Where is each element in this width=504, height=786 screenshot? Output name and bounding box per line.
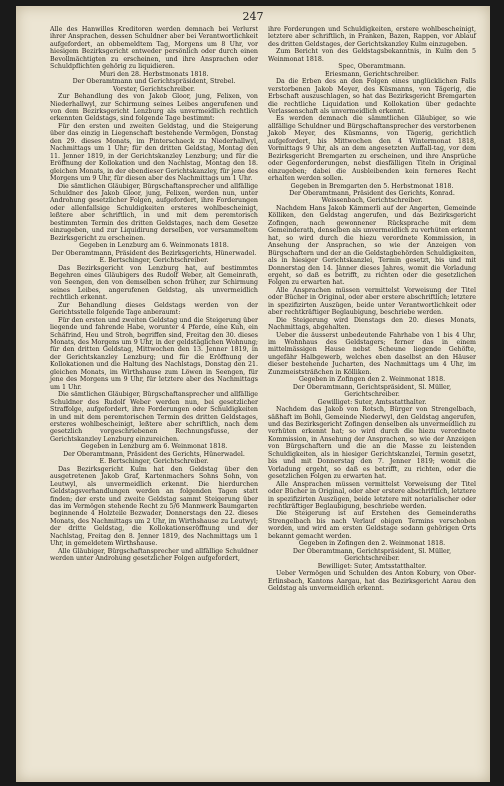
signature-line: Der Oberamtmann, Präsident des Gerichts, Konrad.: [289, 189, 455, 197]
signature-line: Bewilliget: Suter, Amtsstatthalter.: [317, 562, 427, 570]
signature-line: Gegeben in Zofingen den 2. Weinmonat 1818.: [298, 376, 446, 384]
signature-line: Der Oberamtmann, Gerichtspräsident, Sl. Müller, Gerichtschreiber.: [292, 383, 452, 399]
signature-line: Eriesmann, Gerichtschreiber.: [325, 70, 419, 78]
signature-line: Der Oberamtmann, Gerichtspräsident, Sl. Müller, Gerichtschreiber.: [292, 547, 452, 563]
signature-line: Der Oberamtmann, Präsident des Bezirksgerichts, Hünerwadel.: [51, 249, 257, 257]
right-column: [268, 26, 476, 776]
signature-line: E. Bertschinger, Gerichtschreiber.: [99, 458, 209, 466]
notice-paragraph: Zur Behandlung dieses Geldstags werden von der Gerichtsstelle folgende Tage anberaumt:: [50, 301, 258, 317]
notice-paragraph: Alle Ansprachen müssen vermittelst Vorweisung der Titel oder Bücher in Original, oder aber erstere abschriftlich, letztere in spezifizirten Auszügen, beide letztere mit notarialischer oder rechtkräftiger Beglaubigung, beschriebe werden.: [268, 480, 476, 510]
notice-paragraph: Da die Erben des an den Folgen eines unglücklichen Falls verstorbenen Jakob Meyer, des Küsmanns, von Tägerig, die Erbschaft auszuschlagen, so hat das Bezirksgericht Bremgarten die rechtliche Liquidation und Kollokation über gedachte Verlassenschaft als unvermeidlich erkennt.: [268, 78, 476, 115]
notice-paragraph: Ueber Vermögen und Schulden des Anton Kobury, von Ober-Erlinsbach, Kantons Aargau, hat das Bezirksgericht Aarau den Geldstag als unvermeidlich erkennt.: [268, 570, 476, 592]
signature-line: E. Bertschinger, Gerichtschreiber.: [99, 257, 209, 265]
signature-line: Vorster, Gerichtschreiber.: [112, 85, 196, 93]
notice-paragraph: Das Bezirksgericht von Lenzburg hat, auf bestimmtes Begehren eines Gläubigers des Rudolf Weber, alt Gemeinrath, von Seengen, den von demselben schon früher, zur Schirmung seines Leibes, angerufenen Geldstag, als unvermeidlich rechtlich erkennt.: [50, 264, 258, 302]
signature-line: Der Oberamtmann, Präsident des Gerichts, Hünerwadel.: [63, 450, 245, 458]
notice-paragraph: Für den ersten und zweiten Geldstag, und die Steigerung über das einzig in Liegenschaft bestehende Vermögen, Donstag den 29. dieses Monats, im Pinterschaeck zu Niederhallwyl, Nachmittags um 1 Uhr; für den dritten Geldstag, Montag den 11. Jenner 1819, in der Gerichtskanzley Lenzburg; und für die Eröffnung der Kollokation und den Nachlstag, Montag den 18. gleichen Monats, in der ebendieser Gerichtskanzley, für jene des Morgens um 9 Uhr, für diesen aber des Nachmittags um 1 Uhr.: [50, 122, 258, 183]
notice-paragraph: Die Steigerung wird Dienstags den 20. dieses Monats, Nachmittags, abgehalten.: [268, 316, 476, 332]
signature-line: Gegeben in Lenzburg am 6. Weinmonats 1818.: [79, 242, 229, 250]
notice-paragraph: Zur Behandlung des von Jakob Gloor, jung, Felixen, von Niederhallwyl, zur Schirmung seines Leibes angerufenen und von dem Bezirksgericht Lenzburg als unvermeidlich rechtlich erkennten Geldstags, sind folgende Tage bestimmt:: [50, 93, 258, 123]
signature-line: Gegeben in Lenzburg am 6. Weinmonat 1818.: [80, 443, 228, 451]
notice-paragraph: Nachdem Hans Jakob Kämmerli auf der Angerten, Gemeinde Kölliken, den Geldstag angerufen, und das Bezirksgericht Zofingen, nach gewonnener Rücksprache mit dem Gemeinderath, denselben als unvermeidlich zu verhüten erkennt hat, so wird durch die hiezu verordnete Kommission, in Ansehung der Ansprachen, so wie der Anzeigen von Bürgschaftern und der an die Geldstagbehörden Schuldigkeiten, als in hiesiger Gerichtskanzlei, Termin gesetzt, bis und mit Donnerstag den 14. Jänner dieses Jahres, womit die Vorladung ergeht, so daß es betrifft, zu richten oder die gesetzlichen Folgen zu erwarten hat.: [268, 204, 477, 287]
signature-line: Gewilliget: Suter, Amtsstatthalter.: [317, 398, 427, 406]
page-number: 247: [242, 10, 264, 23]
newspaper-page: [16, 6, 490, 782]
signature-line: Der Oberamtmann und Gerichtspräsident, Strebel.: [72, 78, 236, 86]
signature-line: Spec, Oberamtmann.: [338, 63, 406, 71]
signature-line: Gegeben in Bremgarten den 5. Herbstmonat 1818.: [290, 182, 454, 190]
left-column: [50, 26, 258, 776]
signature-line: Weissenbach, Gerichtschreiber.: [321, 197, 423, 205]
signature-line: Gegeben in Zofingen den 2. Weinmonat 1818.: [298, 540, 446, 548]
notice-paragraph: Nachdem das Jakob von Rotsch, Bürger von Strengelbach, säßhaft im Bohli, Gemeinde Niederwyl, den Geldstag angerufen, und das Bezirksgericht Zofingen denselben als unvermeidlich zu verhüten erkennt hat; so wird durch die hiezu verordnete Kommission, in Ansehung der Ansprachen, so wie der Anzeigen von Bürgschaftern und die an die Masse zu leistenden Schuldigkeiten, als in hiesiger Gerichtskanzlei, Termin gesetzt, bis und mit Donnerstag den 7. Jenner 1819; womit die Vorladung ergeht, so daß es betrifft, zu richten, oder die gesetzlichen Folgen zu erwarten hat.: [268, 406, 476, 481]
notice-paragraph: ihre Forderungen und Schuldigkeiten, erstere wohlbescheinigt, letztere aber schriftlich, in Franken, Bazen, Rappen, vor Ablauf des dritten Geldstages, der Gerichtskanzley Kulm einzugeben.: [268, 26, 476, 48]
notice-paragraph: Alle des Hanwilles Kreditoren werden demnach bei Verlurst ihrer Ansprachen, dessen Schuldner aber bei Verantwortlichkeit aufgefordert, an obbemeldtem Tag, Morgens um 8 Uhr, vor hiesigem Bezirksgericht entweder persönlich oder durch einen Bevollmächtigten zu erscheinen, und ihre Ansprachen oder Schuldpflichten gehörig zu liquidieren.: [50, 26, 258, 71]
notice-paragraph: Zum Bericht von des Geldstagsbekanntnis, in Kulm den 5 Weinmonat 1818.: [268, 48, 476, 63]
text-columns: [50, 26, 476, 776]
notice-paragraph: Die sämtlichen Gläubiger, Bürgschaftansprecher und allfällige Schuldner des Jakob Gloor, jung, Felixen, werden nun, unter Androhung gesetzlicher Folgen, aufgefordert, ihre Forderungen oder allenfallsige Schuldigkeiten ersteres wohlbescheinigt, leßtere aber schriftlich, in und mit dem peremtorisch bestimmten Termin des dritten Geldstages, nach dem Gesetze einzugeben, und zur Liquidirung derselben, vor versammeltem Bezirksgericht zu erscheinen.: [50, 182, 258, 242]
notice-paragraph: Ueber die äusserst unbedeutende Fahrhabe von 1 bis 4 Uhr, im Wohnhaus des Geldstagers; ferner das in einem mittelmässigen Hause nebst Scheune liegende Gehöfte, ungefähr Halbgewerb, welches eben daselbst an den Häuser dieser bestehende Jucharten, des Nachmittags um 4 Uhr, im Zunzmeiststräßchen in Kölliken.: [268, 331, 476, 376]
notice-paragraph: Die Steigerung ist auf Erstehen des Gemeinderaths Strengelbach bis nach Verlauf obigen Termins verschoben worden, und wird am ersten Geldstage sodann gehörigen Orts bekannt gemacht werden.: [268, 510, 476, 540]
notice-paragraph: Für den ersten und zweiten Geldstag und die Steigerung über liegende und fahrende Habe, worunter 4 Pferde, eine Kuh, ein Schäfrind, Heu und Stroh, begriffen sind, Freitag den 30. dieses Monats, des Morgens um 9 Uhr, in der geldstäglichen Wohnung; für den dritten Geldstag, Mittwochen den 13. Jenner 1819, in der Gerichtskanzley Lenzburg; und für die Eröffnung der Kollokationen und die Haltung des Nachlstags, Donstag den 21. gleichen Monats, im Wirthshause zum Löwen in Seengen, für jene des Morgens um 9 Uhr, für letztere aber des Nachmittags um 1 Uhr.: [50, 316, 258, 391]
notice-paragraph: Alle Ansprachen müssen vermittelst Vorweisung der Titel oder Bücher in Original, oder aber erstere abschriftlich; letztere in spezifizirten Auszügen, beide unter Verantwortlichkeit oder aber rechtkräftiger Beglaubigung, beschriebe werden.: [268, 286, 476, 317]
notice-paragraph: Alle Gläubiger, Bürgschaftansprecher und allfällige Schuldner werden unter Androhung gesetzlicher Folgen aufgefordert,: [50, 547, 258, 563]
notice-paragraph: Es werden demnach die sämmtlichen Gläubiger, so wie allfällige Schuldner und Bürgschaftansprecher des verstorbenen Jakob Meyer, des Küsmanns, von Tägerig, gerichtlich aufgefordert, bis Mittwochen den 4 Wintermonat 1818, Vormittags 9 Uhr, als an dem angesetzten Auffall-tag, vor dem Bezirksgericht Bremgarten zu erscheinen, und ihre Ansprüche oder Gegenforderungen, nebst diesfälligen Titeln in Original einzugeben; dabei die Ausbleibenden kein ferneres Recht erhalten werden sollen.: [268, 115, 476, 183]
signature-line: Muri den 28. Herbstmonats 1818.: [99, 70, 209, 78]
notice-paragraph: Das Bezirksgericht Kulm hat den Geldstag über den ausgetretenen Jakob Graf, Kartenmachers Sohns Sohn, von Leutwyl, als unvermeidlich erkennt. Die hierdurchen Geldstagsverhandlungen werden an folgenden Tagen statt finden; der erste und zweite Geldstag sammt Steigerung über das im Vermögen stehende Recht zu 5/6 Mannwerk Baumgarten beginnende 4 Holzteile Bezwader, Donnerstags den 22. dieses Monats, des Nachmittags um 2 Uhr, im Wirthshause zu Leutwyl; der dritte Geldstag, die Kollokationseröffnung und der Nachlstag, Freitag den 8. Jenner 1819, des Nachmittags um 1 Uhr, in gemeldetem Wirthshause.: [50, 465, 258, 548]
notice-paragraph: Die sämtlichen Gläubiger, Bürgschaftansprecher und allfällige Schuldner des Rudolf Weber werden nun, bei gesetzlicher Straffolge, aufgefordert, ihre Forderungen oder Schuldigkeiten in und mit dem peremtorischen Termin des dritten Geldstages, ersteres wohlbescheinigt, leßtere aber schriftlich, nach dem gesetzlich vorgeschriebenen Rechnungsfusse, der Gerichtskanzley Lenzburg einzureichen.: [50, 391, 258, 443]
